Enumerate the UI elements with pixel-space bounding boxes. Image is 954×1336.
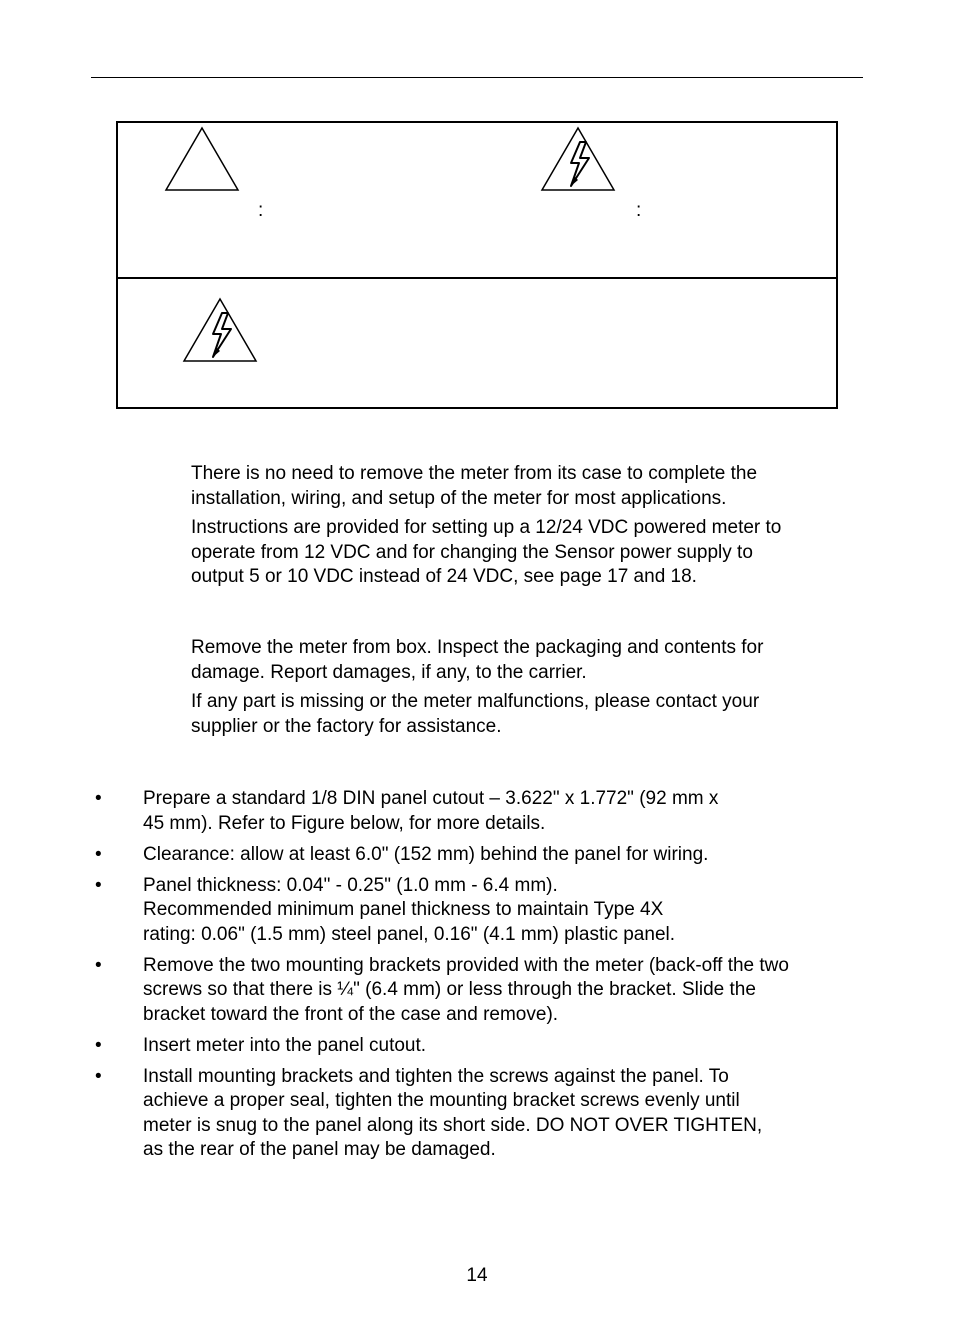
list-item bbox=[95, 954, 875, 1028]
electrical-hazard-icon bbox=[540, 126, 616, 192]
paragraph-power-setup: Instructions are provided for setting up a 12/24 VDC powered meter to operate from 12 VDC and for changing the Sensor power supply to output 5 or 10 VDC instead of 24 VDC, see page 17 and 18. bbox=[191, 517, 782, 587]
caution-triangle-icon bbox=[164, 126, 240, 192]
bullet-icon: • bbox=[95, 843, 102, 865]
bullet-icon: • bbox=[95, 788, 102, 809]
page-number: 14 bbox=[466, 1265, 488, 1286]
list-item bbox=[95, 787, 875, 836]
warning-colon: : bbox=[636, 200, 642, 221]
bullet-icon: • bbox=[95, 1065, 102, 1087]
warning-box-divider bbox=[118, 277, 836, 279]
bullet-icon: • bbox=[95, 1034, 102, 1056]
electrical-hazard-icon bbox=[182, 297, 258, 363]
list-item bbox=[95, 1065, 875, 1163]
paragraph-missing-parts: If any part is missing or the meter malfunctions, please contact your supplier or the factory for assistance. bbox=[191, 691, 760, 737]
bullet-icon: • bbox=[95, 874, 102, 896]
list-item-text: Remove the two mounting brackets provided with the meter (back-off the two screws so that there is ¼" (6.4 mm) or less through the bracket. Slide the bracket toward the front of the case and remove). bbox=[143, 954, 789, 1025]
mounting-instructions-list bbox=[95, 787, 875, 1169]
list-item-text: Insert meter into the panel cutout. bbox=[143, 1034, 427, 1056]
list-item-text: Install mounting brackets and tighten the screws against the panel. To achieve a proper seal, tighten the mounting bracket screws evenly until meter is snug to the panel along its short side. DO NOT OVER TIGHTEN, as the rear of the panel may be damaged. bbox=[143, 1065, 763, 1160]
caution-colon: : bbox=[258, 200, 264, 221]
list-item-text: Clearance: allow at least 6.0" (152 mm) behind the panel for wiring. bbox=[143, 843, 709, 865]
list-item bbox=[95, 1034, 875, 1059]
header-rule bbox=[91, 77, 863, 78]
list-item-text: Prepare a standard 1/8 DIN panel cutout – 3.622" x 1.772" (92 mm x 45 mm). Refer to Figure below, for more details. bbox=[143, 788, 719, 834]
list-item-text: Panel thickness: 0.04" - 0.25" (1.0 mm - 6.4 mm). Recommended minimum panel thickness to maintain Type 4X rating: 0.06" (1.5 mm) steel panel, 0.16" (4.1 mm) plastic panel. bbox=[143, 874, 676, 945]
list-item bbox=[95, 874, 875, 948]
paragraph-unpacking: Remove the meter from box. Inspect the packaging and contents for damage. Report damages, if any, to the carrier. bbox=[191, 637, 764, 683]
warning-box bbox=[116, 121, 838, 409]
list-item bbox=[95, 843, 875, 868]
bullet-icon: • bbox=[95, 954, 102, 976]
paragraph-no-removal: There is no need to remove the meter from its case to complete the installation, wiring, and setup of the meter for most applications. bbox=[191, 463, 758, 509]
